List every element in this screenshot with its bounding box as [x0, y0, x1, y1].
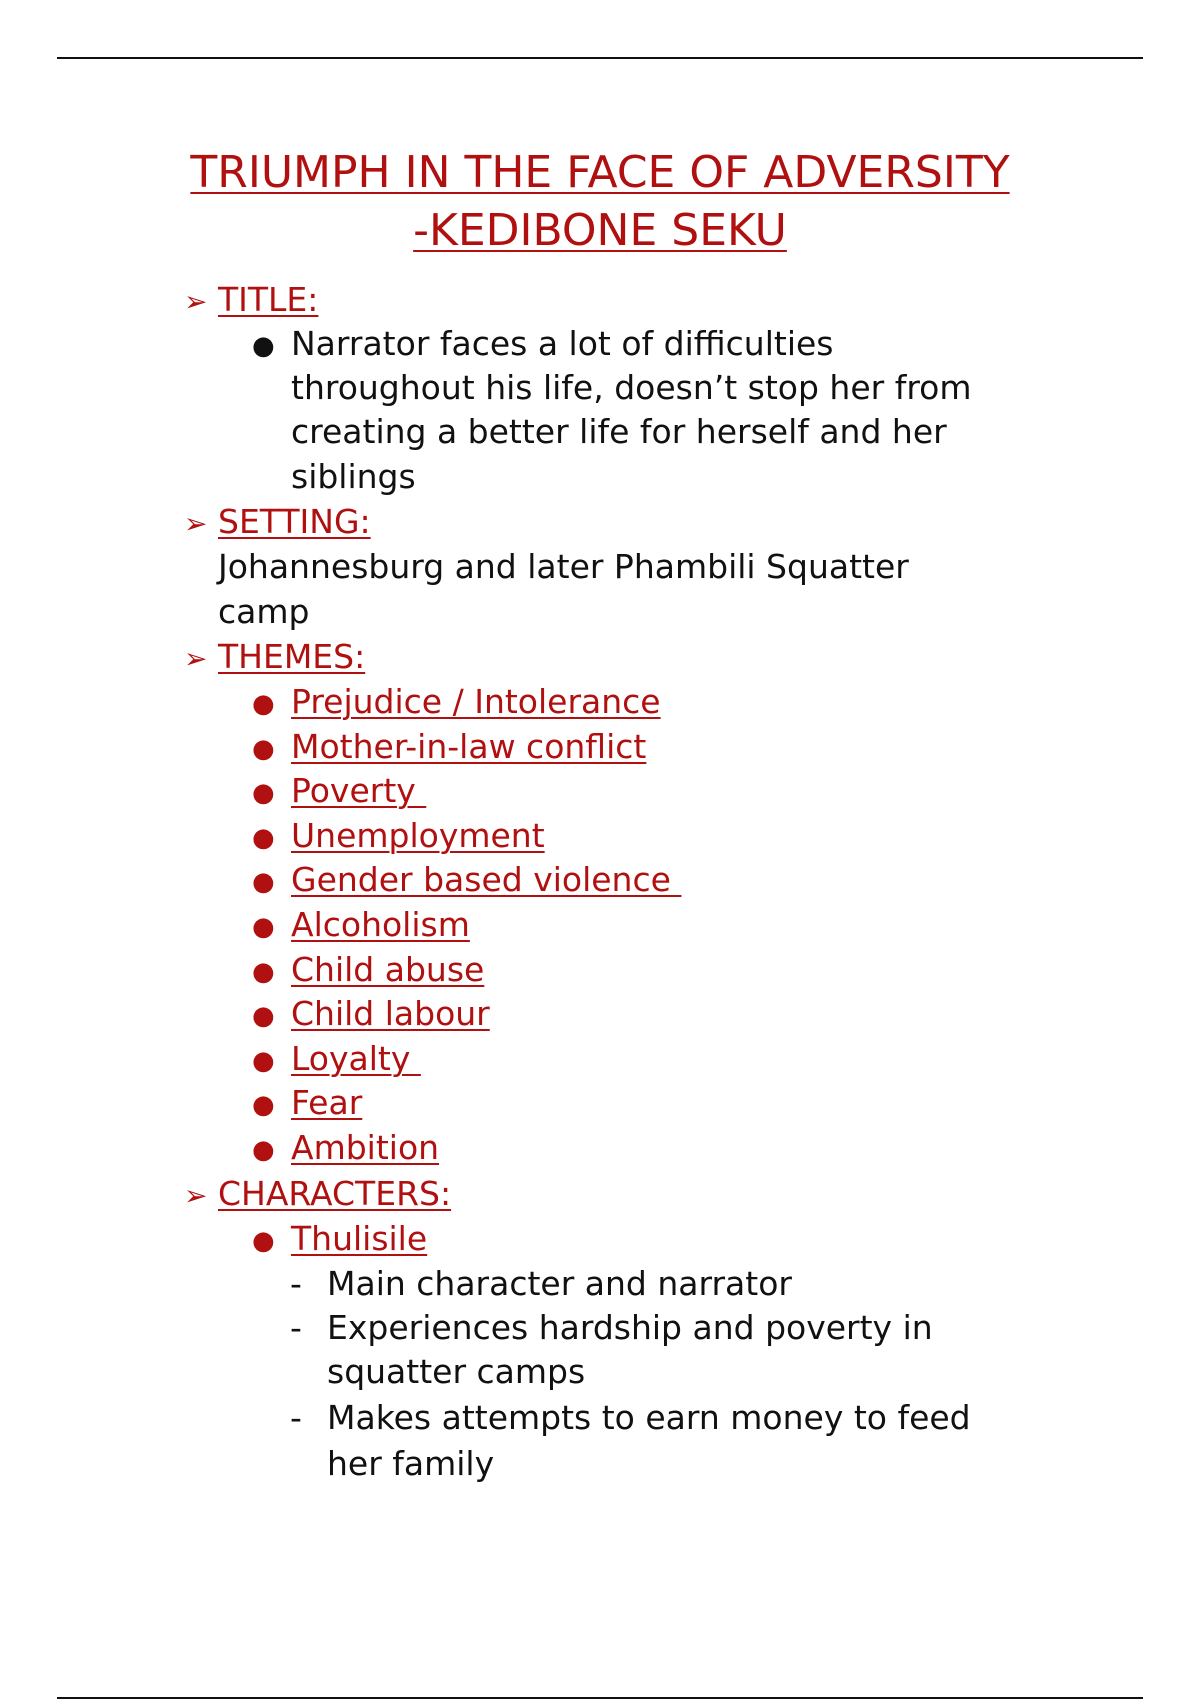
character-detail-line: squatter camps [327, 1352, 586, 1391]
dash-icon: - [290, 1264, 302, 1303]
section-setting-heading: ➢ SETTING: [184, 500, 371, 547]
top-rule [57, 57, 1143, 59]
setting-text-line: Johannesburg and later Phambili Squatter [218, 547, 909, 586]
character-detail-line: Makes attempts to earn money to feed [327, 1398, 971, 1437]
title-text-line: throughout his life, doesn’t stop her from [291, 368, 972, 407]
theme-item: Child abuse [291, 950, 485, 989]
bullet-icon: ● [252, 778, 275, 808]
bullet-icon: ● [252, 1090, 275, 1120]
setting-text-line: camp [218, 592, 310, 631]
dash-icon: - [290, 1398, 302, 1437]
title-line-2: -KEDIBONE SEKU [413, 205, 787, 256]
bullet-icon: ● [252, 1135, 275, 1165]
bullet-icon: ● [252, 912, 275, 942]
bullet-icon: ● [252, 1046, 275, 1076]
arrow-bullet-icon: ➢ [184, 642, 208, 675]
arrow-bullet-icon: ➢ [184, 507, 208, 540]
section-themes-heading: ➢ THEMES: [184, 635, 365, 682]
theme-item: Loyalty [291, 1039, 421, 1078]
character-detail-line: her family [327, 1444, 495, 1483]
bullet-icon: ● [252, 689, 275, 719]
arrow-bullet-icon: ➢ [184, 285, 208, 318]
section-characters-heading: ➢ CHARACTERS: [184, 1172, 451, 1219]
theme-item: Gender based violence [291, 860, 682, 899]
theme-item: Unemployment [291, 816, 545, 855]
dash-icon: - [290, 1308, 302, 1347]
title-text-line: creating a better life for herself and her [291, 412, 947, 451]
theme-item: Mother-in-law conflict [291, 727, 647, 766]
theme-item: Ambition [291, 1128, 440, 1167]
character-detail-line: Experiences hardship and poverty in [327, 1308, 933, 1347]
arrow-bullet-icon: ➢ [184, 1179, 208, 1212]
bullet-icon: ● [252, 331, 275, 361]
character-name: Thulisile [291, 1219, 428, 1258]
bullet-icon: ● [252, 957, 275, 987]
bullet-icon: ● [252, 1001, 275, 1031]
title-text-line: Narrator faces a lot of difficulties [291, 324, 834, 363]
document-title [120, 144, 1080, 260]
title-text-line: siblings [291, 457, 416, 496]
theme-item: Poverty [291, 771, 427, 810]
title-line-1: TRIUMPH IN THE FACE OF ADVERSITY [190, 147, 1010, 198]
theme-item: Fear [291, 1083, 363, 1122]
bullet-icon: ● [252, 867, 275, 897]
bullet-icon: ● [252, 823, 275, 853]
bottom-rule [57, 1697, 1143, 1699]
character-detail-line: Main character and narrator [327, 1264, 792, 1303]
bullet-icon: ● [252, 734, 275, 764]
bullet-icon: ● [252, 1226, 275, 1256]
theme-item: Prejudice / Intolerance [291, 682, 661, 721]
theme-item: Child labour [291, 994, 490, 1033]
section-title-heading: ➢ TITLE: [184, 278, 318, 325]
theme-item: Alcoholism [291, 905, 470, 944]
